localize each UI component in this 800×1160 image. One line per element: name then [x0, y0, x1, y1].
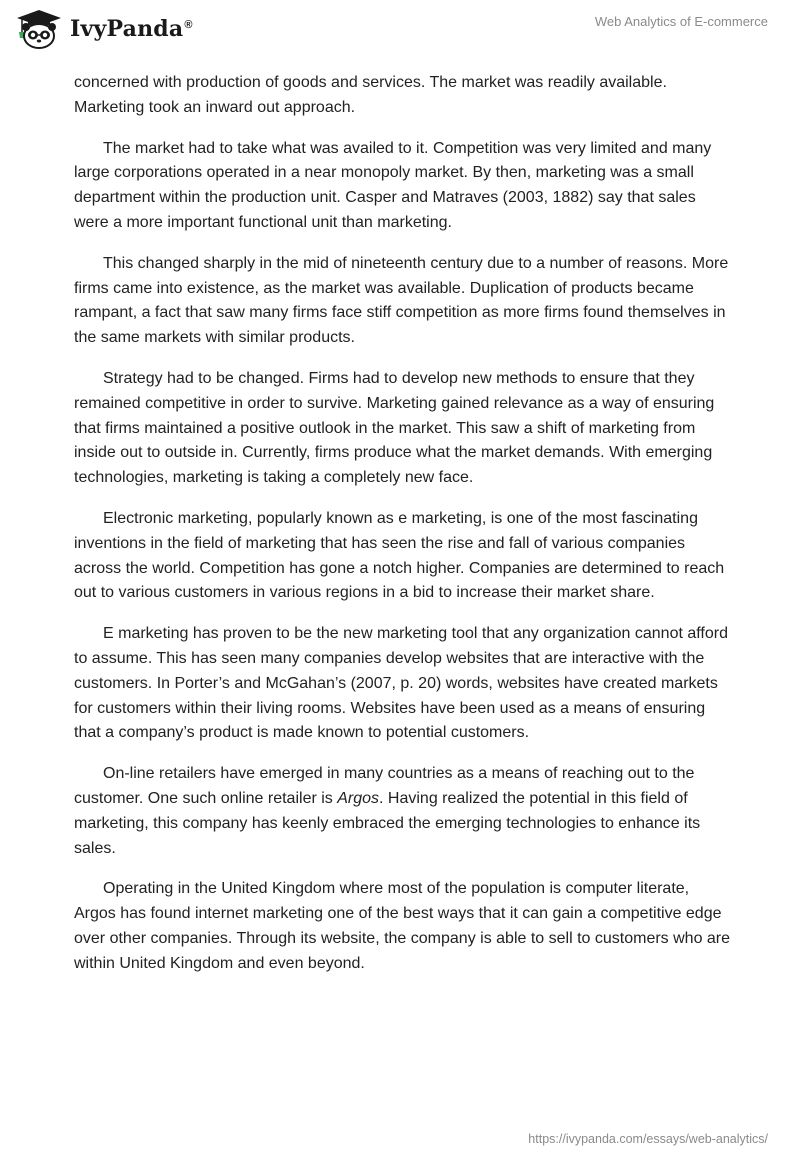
registered-mark: ® [184, 18, 193, 31]
ivypanda-logo[interactable] [14, 8, 193, 50]
panda-graduate-icon [14, 8, 64, 50]
paragraph-6: E marketing has proven to be the new marketing tool that any organization cannot afford to assume. This has seen many companies develop websites that are interactive with the customers. In Porter’s and McGahan’s (2007, p. 20) words, websites have created markets for customers within their living rooms. Websites have been used as a means of ensuring that a company’s product is made known to potential customers. [74, 625, 728, 742]
company-name-argos: Argos [337, 789, 380, 807]
essay-body [74, 71, 734, 993]
brand-name: IvyPanda® [70, 16, 193, 42]
document-title: Web Analytics of E-commerce [594, 14, 768, 29]
paragraph-8: Operating in the United Kingdom where most of the population is computer literate, Argos has found internet marketing one of the best ways that it can gain a competitive edge over other companies. Through its website, the company is able to sell to customers who are within United Kingdom and even beyond. [74, 880, 731, 972]
page-header [0, 0, 800, 70]
paragraph-4: Strategy had to be changed. Firms had to develop new methods to ensure that they remained competitive in order to survive. Marketing gained relevance as a way of ensuring that firms maintained a positive outlook in the market. This saw a shift of marketing from inside out to outside in. Currently, firms produce what the market demands. With emerging technologies, marketing is taking a completely new face. [74, 369, 715, 487]
paragraph-5: Electronic marketing, popularly known as e marketing, is one of the most fascinating inventions in the field of marketing that has seen the rise and fall of various companies across the world. Competition has gone a notch higher. Companies are determined to reach out to various customers in various regions in a bid to increase their market share. [74, 509, 725, 602]
paragraph-7-end: . Having realized the potential in this field of marketing, this company has keenly embraced the emerging technologies to enhance its sales. [74, 789, 701, 857]
source-url[interactable]: https://ivypanda.com/essays/web-analytics/ [528, 1132, 768, 1146]
paragraph-7-start: On-line retailers have emerged in many countries as a means of reaching out to the customer. One such online retailer is [74, 765, 695, 807]
paragraph-2: The market had to take what was availed to it. Competition was very limited and many large corporations operated in a near monopoly market. By then, marketing was a small department within the production unit. Casper and Matraves (2003, 1882) say that sales were a more important functional unit than marketing. [74, 139, 712, 231]
paragraph-3: This changed sharply in the mid of nineteenth century due to a number of reasons. More firms came into existence, as the market was available. Duplication of products became rampant, a fact that saw many firms face stiff competition as more firms found themselves in the same markets with similar products. [74, 254, 729, 347]
paragraph-1: concerned with production of goods and services. The market was readily available. Marketing took an inward out approach. [74, 74, 667, 116]
paragraph-7 [74, 762, 734, 861]
